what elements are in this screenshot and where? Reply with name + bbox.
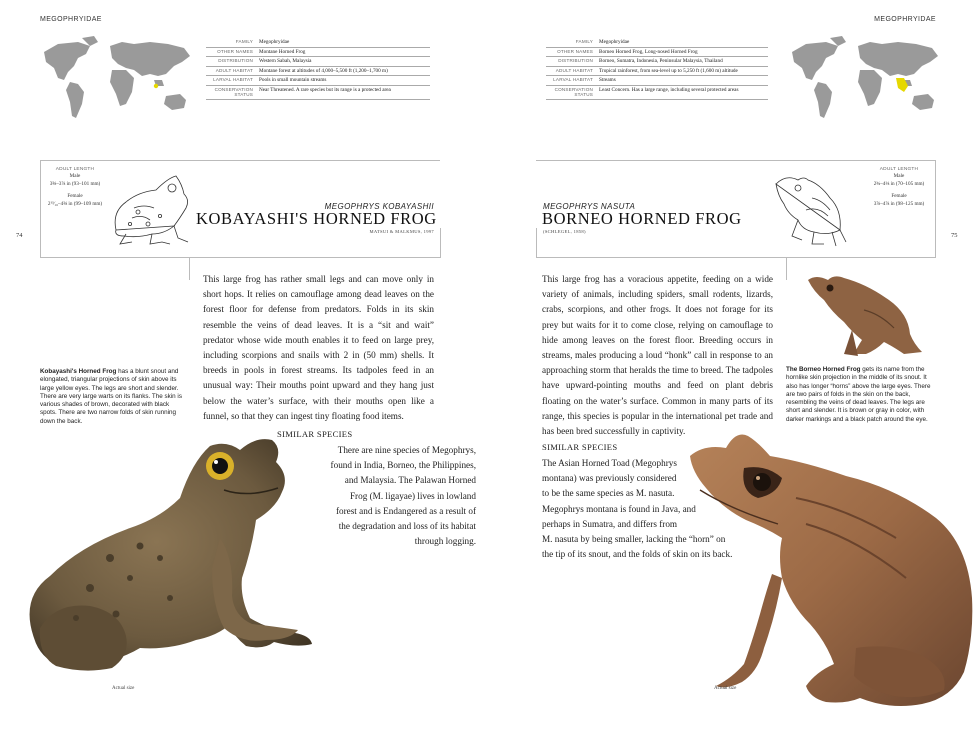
left-similar-heading: SIMILAR SPECIES — [277, 429, 353, 439]
right-adult-length — [866, 166, 932, 208]
fact-value: Near Threatened. A rare species but its range is a protected area — [256, 85, 430, 99]
left-common-name: KOBAYASHI'S HORNED FROG — [196, 209, 437, 228]
left-strip-bottom-rule — [40, 257, 440, 258]
fact-value: Streams — [596, 76, 768, 86]
similar-line: M. nasuta by being smaller, lacking the “horn” on — [542, 534, 726, 545]
right-strip-right-rule — [935, 160, 936, 258]
similar-line: Megophrys montana is found in Java, and — [542, 503, 696, 514]
left-adult-length — [42, 166, 108, 208]
fact-key: OTHER NAMES — [546, 47, 596, 57]
adult-length-title: ADULT LENGTH — [55, 167, 95, 172]
right-body-text — [542, 272, 773, 439]
fact-key: DISTRIBUTION — [546, 57, 596, 67]
fact-key: FAMILY — [546, 38, 596, 47]
fact-key: CONSERVATION STATUS — [206, 85, 256, 99]
fact-value: Megophryidae — [256, 38, 430, 47]
fact-value: Western Sabah, Malaysia — [256, 57, 430, 67]
right-column-rule — [786, 258, 787, 280]
fact-key: ADULT HABITAT — [206, 66, 256, 76]
adult-length-title: ADULT LENGTH — [879, 167, 919, 172]
similar-line: found in India, Borneo, the Philippines, — [330, 460, 476, 471]
female-value: 3⅞–4⅞ in (98–125 mm) — [873, 200, 925, 207]
facts-row — [206, 66, 430, 76]
similar-line: through logging. — [414, 536, 476, 547]
facts-row — [206, 38, 430, 47]
facts-row — [206, 47, 430, 57]
left-section-label: MEGOPHRYIDAE — [40, 16, 102, 23]
left-facts-table — [206, 38, 430, 100]
right-authority: (SCHLEGEL, 1858) — [543, 229, 586, 234]
right-similar-heading: SIMILAR SPECIES — [542, 442, 618, 452]
left-body-text — [203, 272, 434, 424]
right-caption — [786, 366, 932, 424]
similar-line: Frog (M. ligayae) lives in lowland — [349, 490, 476, 501]
similar-line: There are nine species of Megophrys, — [337, 445, 476, 455]
left-strip-top-rule — [40, 160, 440, 161]
caption-text: has a blunt snout and elongated, triangular projections of skin above its large yellow eyes. The legs are short and slender. There are very large warts on its flanks. The skin is various shades of brown, decorated with black spots. There are two narrow folds of skin running down the back. — [40, 368, 182, 425]
caption-title: Kobayashi's Horned Frog — [40, 368, 117, 375]
facts-row — [546, 38, 768, 47]
left-distribution-map — [38, 34, 198, 126]
similar-line: The Asian Horned Toad (Megophrys — [542, 458, 677, 468]
similar-line: the degradation and loss of its habitat — [338, 521, 476, 532]
right-common-name: BORNEO HORNED FROG — [542, 209, 742, 228]
fact-key: OTHER NAMES — [206, 47, 256, 57]
borneo-frog-small-photo — [804, 270, 930, 360]
left-page-number: 74 — [16, 232, 23, 239]
facts-row — [546, 85, 768, 99]
similar-line: to be the same species as M. nasuta. — [542, 488, 675, 499]
left-scientific-name: MEGOPHRYS KOBAYASHII — [324, 202, 434, 211]
right-actual-size: Actual size — [714, 686, 737, 691]
facts-row — [206, 85, 430, 99]
range-highlight — [154, 84, 158, 88]
right-facts-table — [546, 38, 768, 100]
similar-line: forest and is Endangered as a result of — [335, 505, 476, 516]
facts-row — [546, 57, 768, 67]
right-body-paragraph: This large frog has a voracious appetite, feeding on a wide variety of animals, including spiders, small rodents, lizards, crabs, scorpions, and other frogs. It does not forage for its prey but waits for it to come close, relying on camouflage to hide among leaves on the forest floor. Breeding occurs in streams, males producing a loud “honk” call in response to an approaching storm that heralds the time to breed. The tadpoles have upward-pointing mouths and feed on plant debris floating on the water’s surface. Common in many parts of its range, this species is popular in the international pet trade and has been bred successfully in captivity. — [542, 274, 773, 437]
right-page-number: 75 — [951, 232, 958, 239]
borneo-frog-photo — [686, 428, 976, 712]
fact-value: Least Concern. Has a large range, including several protected areas — [596, 85, 768, 99]
fact-key: LARVAL HABITAT — [546, 76, 596, 86]
right-scientific-name: MEGOPHRYS NASUTA — [543, 202, 636, 211]
kobayashi-frog-photo — [20, 428, 316, 686]
right-strip-bottom-rule — [536, 257, 936, 258]
facts-row — [206, 57, 430, 67]
male-label: Male — [69, 173, 81, 180]
facts-row — [546, 66, 768, 76]
fact-value: Montane Horned Frog — [256, 47, 430, 57]
fact-key: LARVAL HABITAT — [206, 76, 256, 86]
caption-text: gets its name from the hornlike skin projection in the middle of its snout. It also has longer “horns” above the large eyes. There are two pairs of folds in the skin on the back, resembling the veins of dead leaves. The legs are short and slender. It is brown or gray in color, with darker markings and a black patch around the eye. — [786, 366, 931, 423]
left-authority: MATSUI & MALKMUS, 1997 — [369, 229, 434, 234]
fact-value: Tropical rainforest, from sea-level up to 5,250 ft (1,600 m) altitude — [596, 66, 768, 76]
fact-key: CONSERVATION STATUS — [546, 85, 596, 99]
fact-key: ADULT HABITAT — [546, 66, 596, 76]
female-label: Female — [891, 192, 907, 199]
left-actual-size: Actual size — [112, 686, 135, 691]
left-strip-tick — [440, 228, 441, 258]
similar-line: and Malaysia. The Palawan Horned — [344, 475, 476, 486]
fact-value: Borneo Horned Frog, Long-nosed Horned Frog — [596, 47, 768, 57]
left-frog-sketch — [104, 168, 196, 248]
similar-line: the tip of its snout, and the folds of skin on its back. — [542, 549, 733, 560]
left-body-paragraph: This large frog has rather small legs and can move only in short hops. It relies on camouflage among dead leaves on the forest floor for defense from predators. Folds in its skin resemble the veins of dead leaves. It is a “sit and wait” predator whose wide mouth enables it to feed on large prey, including scorpions and snails with 2 in (50 mm) shells. It breeds in pools in forest streams. Its tadpoles feed in an unusual way: Their mouths point upward and they hang just below the water’s surface, with their mouths open like a funnel, so that they can ingest tiny floating food items. — [203, 274, 434, 421]
fact-value: Pools in small mountain streams — [256, 76, 430, 86]
fact-key: FAMILY — [206, 38, 256, 47]
caption-title: The Borneo Horned Frog — [786, 366, 861, 373]
facts-row — [546, 76, 768, 86]
facts-row — [206, 76, 430, 86]
fact-value: Borneo, Sumatra, Indonesia, Peninsular Malaysia, Thailand — [596, 57, 768, 67]
right-section-label: MEGOPHRYIDAE — [874, 16, 936, 23]
right-strip-tick — [536, 228, 537, 258]
male-value: 2¾–4⅛ in (70–105 mm) — [873, 180, 925, 187]
left-strip-left-rule — [40, 160, 41, 258]
right-distribution-map — [786, 34, 946, 126]
similar-line: montana) was previously considered — [542, 473, 677, 484]
fact-value: Montane forest at altitudes of 4,000–5,500 ft (1,200–1,700 m) — [256, 66, 430, 76]
facts-row — [546, 47, 768, 57]
female-label: Female — [67, 192, 83, 199]
right-strip-top-rule — [536, 160, 936, 161]
similar-line: perhaps in Sumatra, and differs from — [542, 518, 678, 529]
fact-key: DISTRIBUTION — [206, 57, 256, 67]
female-value: 2¹³⁄₁₆–4⅜ in (99–109 mm) — [47, 200, 103, 207]
left-caption — [40, 368, 186, 426]
fact-value: Megophryidae — [596, 38, 768, 47]
male-label: Male — [893, 173, 905, 180]
left-column-rule — [189, 258, 190, 280]
male-value: 3⅝–3⅞ in (93–101 mm) — [49, 180, 101, 187]
